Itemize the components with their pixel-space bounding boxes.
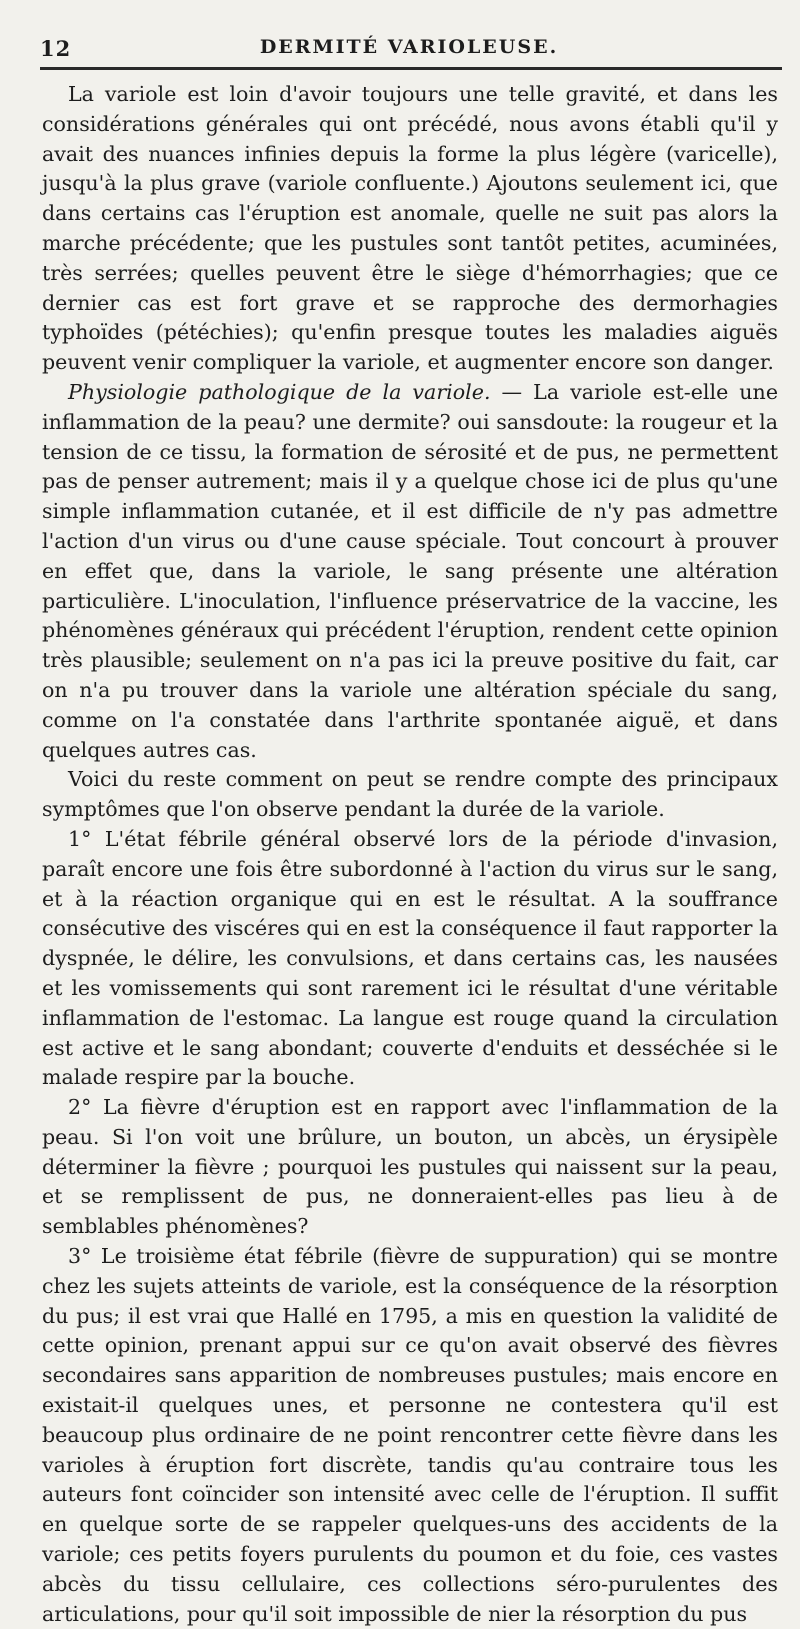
page-header (40, 36, 778, 66)
paragraph: La variole est loin d'avoir toujours une telle gravité, et dans les considérations générales qui ont précédé, nous avons établi qu'il y avait des nuances infinies depuis la forme la plus légère (varicelle), jusqu'à la plus grave (variole confluente.) Ajoutons seulement ici, que dans certains cas l'éruption est anomale, quelle ne suit pas alors la marche précédente; que les pustules sont tantôt petites, acuminées, très serrées; quelles peuvent être le siège d'hémorrhagies; que ce dernier cas est fort grave et se rapproche des dermorhagies typhoïdes (pétéchies); qu'enfin presque toutes les maladies aiguës peuvent venir compliquer la variole, et augmenter encore son danger. (42, 82, 778, 375)
paragraph-text: — La variole est-elle une inflammation de la peau? une dermite? oui sansdoute: la rougeur et la tension de ce tissu, la formation de sérosité et de pus, ne permettent pas de penser autrement; mais il y a quelque chose ici de plus qu'une simple inflammation cutanée, et il est difficile de n'y pas admettre l'action d'un virus ou d'une cause spéciale. Tout concourt à prouver en effet que, dans la variole, le sang présente une altération particulière. L'inoculation, l'influence préservatrice de la vaccine, les phénomènes généraux qui précédent l'éruption, rendent cette opinion très plausible; seulement on n'a pas ici la preuve positive du fait, car on n'a pu trouver dans la variole une altération spéciale du sang, comme on l'a constatée dans l'arthrite spontanée aiguë, et dans quelques autres cas. (42, 379, 779, 762)
paragraph: Voici du reste comment on peut se rendre compte des principaux symptômes que l'on observe pendant la durée de la variole. (42, 767, 778, 822)
body-text (42, 80, 778, 1629)
header-rule (40, 67, 782, 70)
section-heading: Physiologie pathologique de la variole. (68, 379, 491, 404)
paragraph (42, 378, 778, 765)
paragraph: 3° Le troisième état fébrile (fièvre de suppuration) qui se montre chez les sujets atteints de variole, est la conséquence de la résorption du pus; il est vrai que Hallé en 1795, a mis en question la validité de cette opinion, prenant appui sur ce qu'on avait observé des fièvres secondaires sans apparition de nombreuses pustules; mais encore en existait-il quelques unes, et personne ne contestera qu'il est beaucoup plus ordinaire de ne point rencontrer cette fièvre dans les varioles à éruption fort discrète, tandis qu'au contraire tous les auteurs font coïncider son intensité avec celle de l'éruption. Il suffit en quelque sorte de se rappeler quelques-uns des accidents de la variole; ces petits foyers purulents du poumon et du foie, ces vastes abcès du tissu cellulaire, ces collections séro-purulentes des articulations, pour qu'il soit impossible de nier la résorption du pus (42, 1244, 778, 1626)
running-title: DERMITÉ VARIOLEUSE. (259, 36, 559, 58)
paragraph: 1° L'état fébrile général observé lors de la période d'invasion, paraît encore une fois être subordonné à l'action du virus sur le sang, et à la réaction organique qui en est le résultat. A la souffrance consécutive des viscéres qui en est la conséquence il faut rapporter la dyspnée, le délire, les convulsions, et dans certains cas, les nausées et les vomissements qui sont rarement ici le résultat d'une véritable inflammation de l'estomac. La langue est rouge quand la circulation est active et le sang abondant; couverte d'enduits et desséchée si le malade respire par la bouche. (42, 826, 778, 1090)
page-number: 12 (40, 36, 72, 61)
paragraph: 2° La fièvre d'éruption est en rapport avec l'inflammation de la peau. Si l'on voit une brûlure, un bouton, un abcès, un érysipèle déterminer la fièvre ; pourquoi les pustules qui naissent sur la peau, et se remplissent de pus, ne donneraient-elles pas lieu à de semblables phénomènes? (42, 1095, 778, 1239)
